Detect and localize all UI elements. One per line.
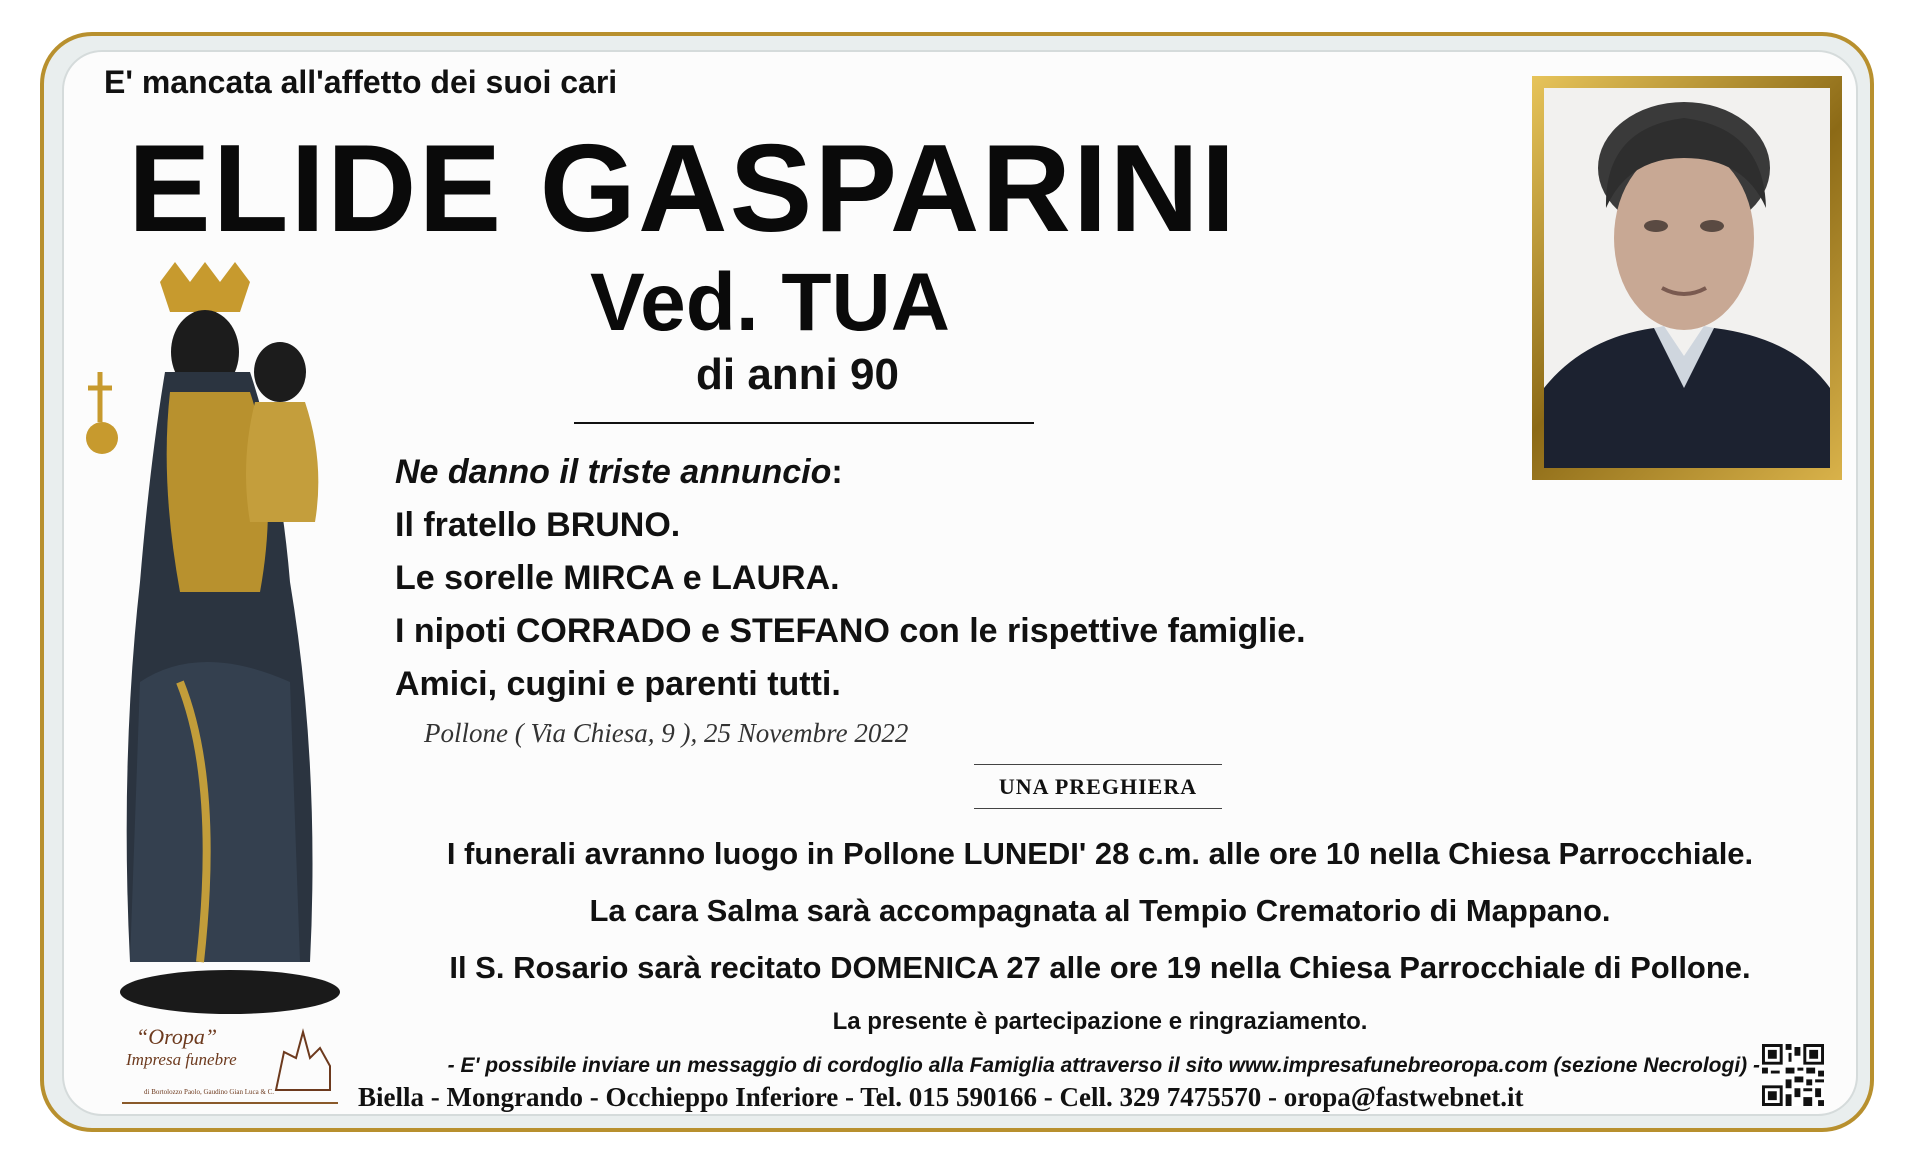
contacts-line: Biella - Mongrando - Occhieppo Inferiore - Tel. 015 590166 - Cell. 329 7475570 - oropa@fastwebnet.it bbox=[358, 1082, 1524, 1112]
funeral-line: La cara Salma sarà accompagnata al Tempio Crematorio di Mappano. bbox=[589, 893, 1611, 928]
announcement-block bbox=[395, 446, 1495, 711]
funeral-home-logo bbox=[120, 1022, 340, 1108]
funeral-line: I funerali avranno luogo in Pollone LUNEDI' 28 c.m. alle ore 10 nella Chiesa Parrocchiale. bbox=[446, 836, 1754, 871]
portrait-photo bbox=[1544, 88, 1830, 468]
family-line: Amici, cugini e parenti tutti. bbox=[395, 665, 841, 703]
announcement-lead bbox=[395, 446, 1495, 499]
thanks-line: La presente è partecipazione e ringraziamento. bbox=[832, 1008, 1368, 1035]
church-icon bbox=[270, 1028, 336, 1094]
logo-title: “Oropa” bbox=[136, 1024, 218, 1049]
logo-owners: di Bortolozzo Paolo, Gaudino Gian Luca & C. bbox=[144, 1088, 275, 1096]
family-line: I nipoti CORRADO e STEFANO con le rispettive famiglie. bbox=[395, 612, 1306, 650]
age: di anni 90 bbox=[696, 350, 899, 399]
condolence-message: - E' possibile inviare un messaggio di cordoglio alla Famiglia attraverso il sito www.impresafunebreoropa.com (sezione Necrologi) - bbox=[447, 1054, 1760, 1077]
widow-of: Ved. TUA bbox=[590, 257, 950, 348]
announcement-lead-text: Ne danno il triste annuncio bbox=[395, 453, 832, 491]
prayer-link[interactable]: UNA PREGHIERA bbox=[974, 764, 1222, 809]
portrait-illustration bbox=[1544, 88, 1830, 468]
divider bbox=[574, 422, 1034, 424]
intro-text: E' mancata all'affetto dei suoi cari bbox=[104, 64, 618, 100]
logo-subtitle: Impresa funebre bbox=[126, 1050, 237, 1069]
funeral-line: Il S. Rosario sarà recitato DOMENICA 27 alle ore 19 nella Chiesa Parrocchiale di Pollone. bbox=[449, 950, 1751, 985]
family-line: Le sorelle MIRCA e LAURA. bbox=[395, 559, 840, 597]
deceased-name: ELIDE GASPARINI bbox=[128, 120, 1238, 258]
logo-underline bbox=[122, 1102, 338, 1104]
place-date: Pollone ( Via Chiesa, 9 ), 25 Novembre 2022 bbox=[424, 718, 909, 748]
family-line: Il fratello BRUNO. bbox=[395, 506, 681, 544]
madonna-statue-image bbox=[80, 262, 370, 1022]
crown-icon bbox=[160, 262, 250, 312]
qr-code-icon[interactable] bbox=[1762, 1044, 1824, 1106]
portrait-frame bbox=[1532, 76, 1842, 480]
announcement-colon: : bbox=[831, 453, 843, 491]
